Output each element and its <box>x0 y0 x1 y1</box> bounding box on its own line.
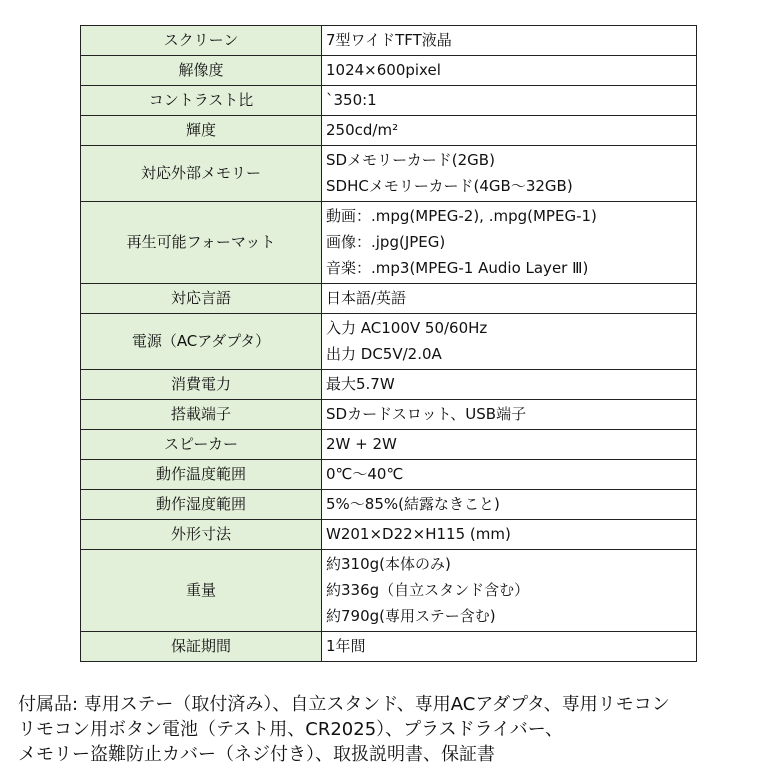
spec-row <box>81 116 697 146</box>
spec-value <box>322 632 697 662</box>
spec-label: スクリーン <box>81 26 322 56</box>
spec-value <box>322 314 697 370</box>
spec-row <box>81 146 697 202</box>
spec-row <box>81 520 697 550</box>
spec-value-line: 日本語/英語 <box>326 289 407 307</box>
spec-label: 電源（ACアダプタ） <box>81 314 322 370</box>
spec-value <box>322 146 697 202</box>
spec-value-line: SDカードスロット、USB端子 <box>326 405 527 423</box>
spec-value-line: 1年間 <box>326 637 366 655</box>
spec-value <box>322 520 697 550</box>
spec-value-line: 約310g(本体のみ) <box>326 555 451 573</box>
spec-value <box>322 56 697 86</box>
spec-value-line: 音楽：.mp3(MPEG-1 Audio Layer Ⅲ) <box>326 259 589 277</box>
spec-value-line: 最大5.7W <box>326 375 395 393</box>
spec-value-line: 1024×600pixel <box>326 61 441 79</box>
spec-table-body <box>81 26 697 662</box>
spec-value-line: 2W + 2W <box>326 435 397 453</box>
spec-value-line: 動画：.mpg(MPEG-2), .mpg(MPEG-1) <box>326 207 597 225</box>
spec-value-line: SDメモリーカード(2GB) <box>326 151 495 169</box>
accessories-line: 付属品: 専用ステー（取付済み）、自立スタンド、専用ACアダプタ、専用リモコン <box>18 694 670 715</box>
spec-table <box>80 25 697 662</box>
spec-value <box>322 370 697 400</box>
spec-label: 重量 <box>81 550 322 632</box>
spec-value <box>322 202 697 284</box>
spec-row <box>81 314 697 370</box>
spec-value <box>322 284 697 314</box>
accessories-line: リモコン用ボタン電池（テスト用、CR2025）、プラスドライバー、 <box>18 719 564 740</box>
spec-label: 対応言語 <box>81 284 322 314</box>
spec-value-line: 7型ワイドTFT液晶 <box>326 31 452 49</box>
spec-value-line: `350:1 <box>326 91 377 109</box>
spec-row <box>81 632 697 662</box>
spec-label: コントラスト比 <box>81 86 322 116</box>
spec-label: 解像度 <box>81 56 322 86</box>
spec-value-line: 約336g（自立スタンド含む） <box>326 581 530 599</box>
spec-row <box>81 430 697 460</box>
spec-value-line: 5%～85%(結露なきこと) <box>326 495 500 513</box>
spec-value-line: 入力 AC100V 50/60Hz <box>326 319 488 337</box>
spec-label: 動作温度範囲 <box>81 460 322 490</box>
spec-value <box>322 116 697 146</box>
spec-label: 輝度 <box>81 116 322 146</box>
spec-value-line: W201×D22×H115 (mm) <box>326 525 511 543</box>
spec-label: 再生可能フォーマット <box>81 202 322 284</box>
spec-value-line: 0℃～40℃ <box>326 465 404 483</box>
spec-label: 動作湿度範囲 <box>81 490 322 520</box>
spec-row <box>81 400 697 430</box>
spec-value-line: 画像：.jpg(JPEG) <box>326 233 446 251</box>
spec-row <box>81 56 697 86</box>
spec-value-line: 約790g(専用ステー含む) <box>326 607 496 625</box>
accessories-note <box>18 692 773 767</box>
spec-value-line: SDHCメモリーカード(4GB～32GB) <box>326 177 573 195</box>
spec-row <box>81 490 697 520</box>
spec-row <box>81 86 697 116</box>
spec-row <box>81 284 697 314</box>
spec-row <box>81 550 697 632</box>
spec-label: 保証期間 <box>81 632 322 662</box>
spec-value-line: 出力 DC5V/2.0A <box>326 345 442 363</box>
spec-value <box>322 550 697 632</box>
spec-label: 外形寸法 <box>81 520 322 550</box>
spec-row <box>81 460 697 490</box>
spec-value <box>322 460 697 490</box>
spec-label: 搭載端子 <box>81 400 322 430</box>
spec-label: スピーカー <box>81 430 322 460</box>
spec-row <box>81 202 697 284</box>
spec-row <box>81 370 697 400</box>
spec-value <box>322 86 697 116</box>
spec-value <box>322 490 697 520</box>
spec-row <box>81 26 697 56</box>
spec-label: 対応外部メモリー <box>81 146 322 202</box>
spec-value <box>322 400 697 430</box>
spec-value-line: 250cd/m² <box>326 121 399 139</box>
spec-value <box>322 26 697 56</box>
spec-value <box>322 430 697 460</box>
spec-label: 消費電力 <box>81 370 322 400</box>
accessories-line: メモリー盗難防止カバー（ネジ付き）、取扱説明書、保証書 <box>18 744 495 765</box>
